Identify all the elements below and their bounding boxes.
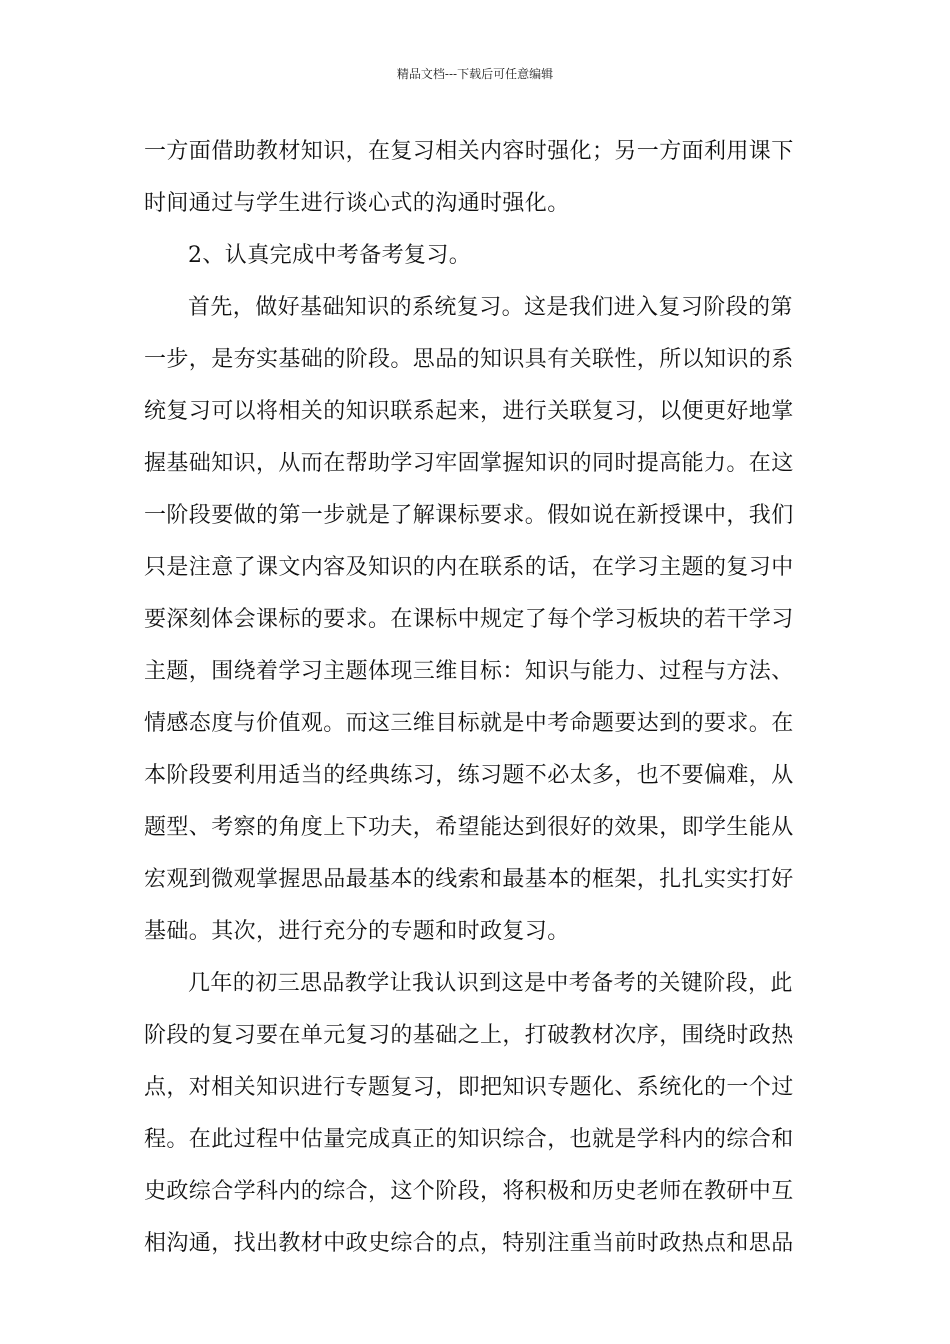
- text-line: 一阶段要做的第一步就是了解课标要求。假如说在新授课中，我们: [144, 503, 794, 528]
- text-line: 几年的初三思品教学让我认识到这是中考备考的关键阶段，此: [188, 971, 793, 996]
- text-line: 统复习可以将相关的知识联系起来，进行关联复习，以便更好地掌: [144, 399, 794, 424]
- text-line: 2、认真完成中考备考复习。: [188, 243, 472, 268]
- page-header: 精品文档---下载后可任意编辑: [396, 67, 554, 81]
- text-line: 题型、考察的角度上下功夫，希望能达到很好的效果，即学生能从: [144, 815, 794, 840]
- document-body: [144, 126, 808, 1270]
- text-line: 阶段的复习要在单元复习的基础之上，打破教材次序，围绕时政热: [144, 1023, 794, 1048]
- text-line: 时间通过与学生进行谈心式的沟通时强化。: [144, 191, 570, 216]
- text-line: 首先，做好基础知识的系统复习。这是我们进入复习阶段的第: [188, 295, 793, 320]
- text-line: 握基础知识，从而在帮助学习牢固掌握知识的同时提高能力。在这: [144, 451, 794, 476]
- text-line: 相沟通，找出教材中政史综合的点，特别注重当前时政热点和思品: [144, 1231, 794, 1256]
- text-line: 史政综合学科内的综合，这个阶段，将积极和历史老师在教研中互: [144, 1179, 794, 1204]
- text-line: 程。在此过程中估量完成真正的知识综合，也就是学科内的综合和: [144, 1127, 794, 1152]
- text-line: 一方面借助教材知识，在复习相关内容时强化；另一方面利用课下: [144, 139, 794, 164]
- text-line: 宏观到微观掌握思品最基本的线索和最基本的框架，扎扎实实打好: [144, 867, 794, 892]
- text-line: 只是注意了课文内容及知识的内在联系的话，在学习主题的复习中: [144, 555, 794, 580]
- text-line: 要深刻体会课标的要求。在课标中规定了每个学习板块的若干学习: [144, 607, 794, 632]
- text-line: 本阶段要利用适当的经典练习，练习题不必太多，也不要偏难，从: [144, 763, 794, 788]
- text-line: 点，对相关知识进行专题复习，即把知识专题化、系统化的一个过: [144, 1075, 794, 1100]
- text-line: 情感态度与价值观。而这三维目标就是中考命题要达到的要求。在: [144, 711, 794, 736]
- text-line: 主题，围绕着学习主题体现三维目标：知识与能力、过程与方法、: [144, 659, 794, 684]
- text-line: 一步，是夯实基础的阶段。思品的知识具有关联性，所以知识的系: [144, 347, 794, 372]
- text-line: 基础。其次，进行充分的专题和时政复习。: [144, 919, 570, 944]
